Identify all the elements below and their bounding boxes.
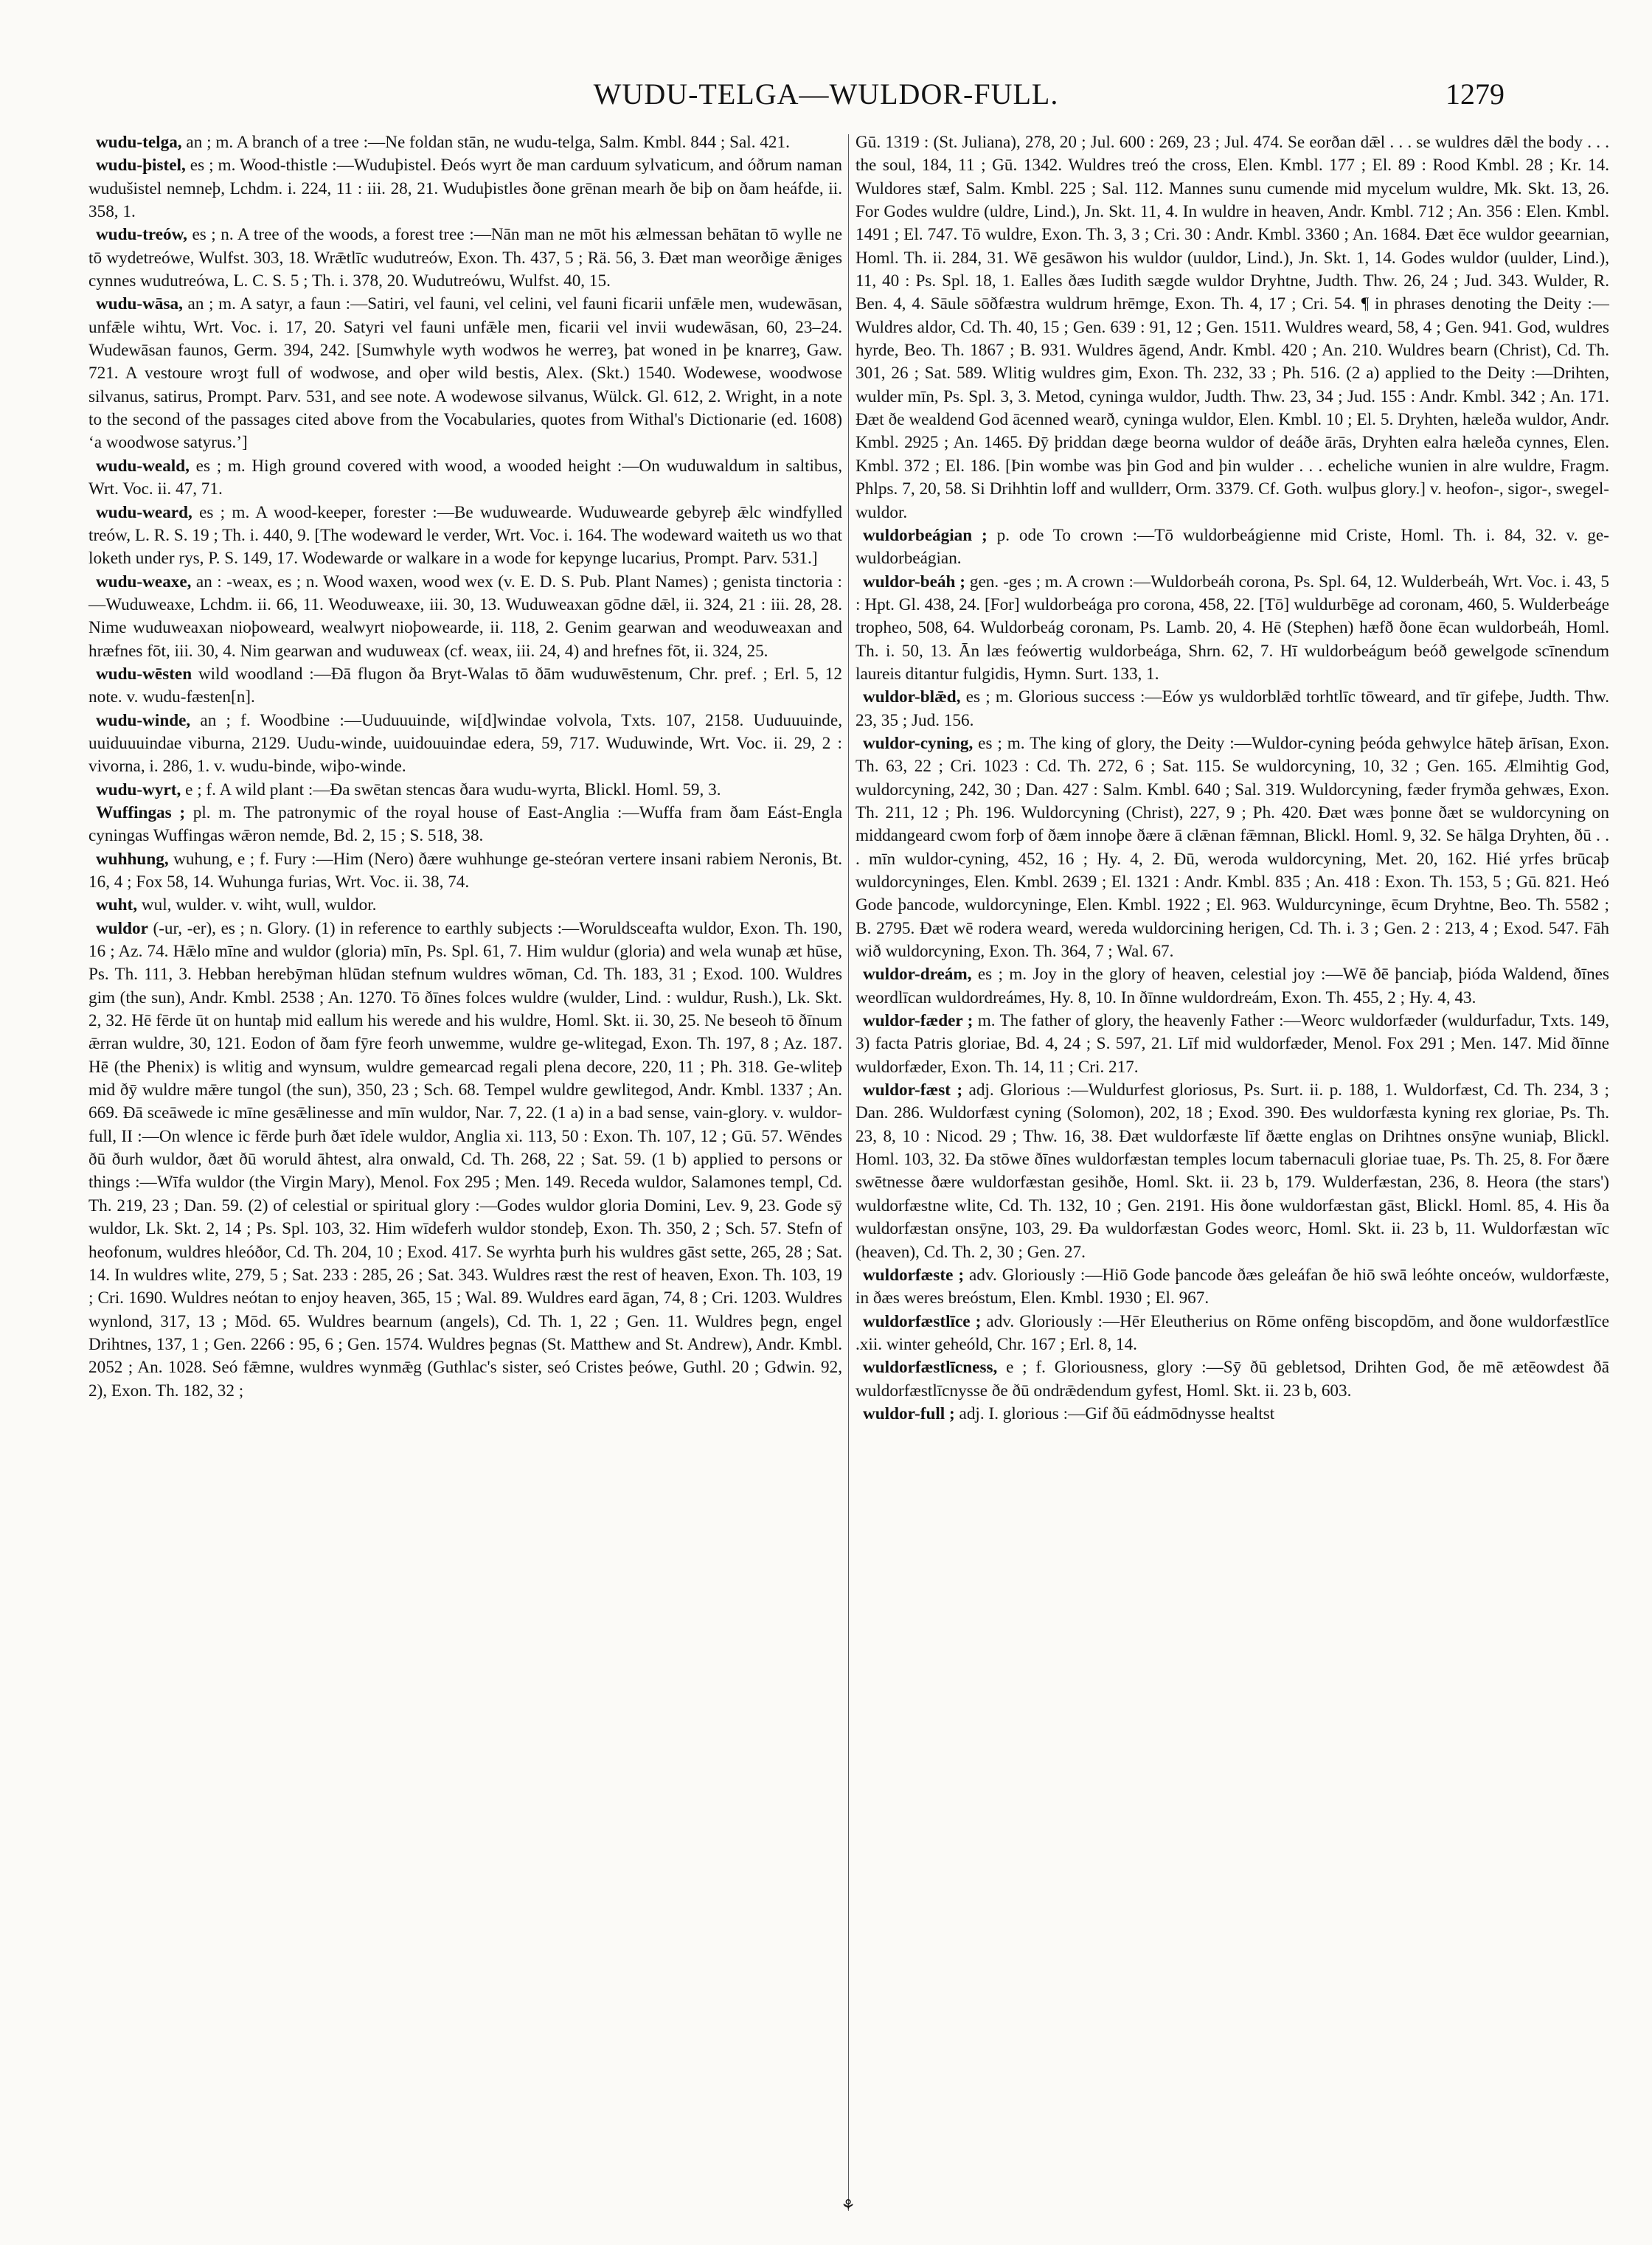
dictionary-entry — [856, 571, 1609, 687]
entry-definition: es ; m. Joy in the glory of heaven, celestial joy :—Wē ðē þanciaþ, þióda Waldend, ðīnes weordlīcan wuldordreámes, Hy. 8, 10. In ðīnne wuldordreám, Exon. Th. 455, 2 ; Hy. 4, 43. — [856, 965, 1609, 1007]
left-column — [88, 131, 842, 1403]
entry-definition: adj. I. glorious :—Gif ðū eádmōdnysse healtst — [954, 1403, 1275, 1423]
entry-definition: an ; m. A branch of a tree :—Ne foldan stān, ne wudu-telga, Salm. Kmbl. 844 ; Sal. 421. — [181, 133, 790, 152]
dictionary-entry — [88, 779, 842, 802]
entry-definition: adj. Glorious :—Wuldurfest gloriosus, Ps. Surt. ii. p. 188, 1. Wuldorfæst, Cd. Th. 234, 3 ; Dan. 286. Wuldorfæst cyning (Solomon), 202, 18 ; Exod. 390. Ðes wuldorfæsta kyning rex gloriae, Ps. Th. 23, 8, 10 : Nicod. 29 ; Thw. 16, 38. Ðæt wuldorfæste līf ðætte englas on Drihtnes onsȳne wuniaþ, Blickl. Homl. 103, 32. Ða stōwe ðīnes wuldorfæstan temples locum tabernaculi gloriae tuae, Ps. Th. 25, 8. For ðære swētnesse ðære wuldorfæstan gesihðe, Homl. Skt. ii. 23 b, 179. Wulderfæstan, 236, 8. Heora (the stars') wuldorfæstne wlite, Cd. Th. 132, 10 ; Gen. 2191. His ðone wuldorfæstan gāst, Blickl. Homl. 85, 4. His ða wuldorfæstan onsȳne, 103, 29. Ða wuldorfæstan Godes weorc, Homl. Skt. ii. 23 b, 11. Wuldorfæstan wīc (heaven), Cd. Th. 2, 30 ; Gen. 27. — [856, 1080, 1609, 1262]
entry-definition: an : -weax, es ; n. Wood waxen, wood wex (v. E. D. S. Pub. Plant Names) ; genista tinctoria :—Wuduweaxe, Lchdm. ii. 66, 11. Weoduweaxe, iii. 30, 13. Wuduweaxan gōdne dǣl, ii. 324, 21 : iii. 28, 28. Nime wuduweaxan nioþoweard, wealwyrt nioþoweardе, ii. 118, 2. Genim gearwan and weoduweaxan and hræfnes fōt, iii. 30, 4. Nim gearwan and wuduweax (cf. weax, iii. 24, 4) and hrefnes fōt, ii. 324, 25. — [88, 572, 842, 661]
dictionary-entry — [856, 1356, 1609, 1403]
entry-definition: m. The father of glory, the heavenly Father :—Weorc wuldorfæder (wuldurfadur, Txts. 149, 3) facta Patris gloriae, Bd. 4, 24 ; S. 597, 21. Līf mid wuldorfæder, Menol. Fox 291 ; Men. 147. Mid ðīnne wuldorfæder, Exon. Th. 14, 11 ; Cri. 217. — [856, 1011, 1609, 1077]
entry-headword: wuldorfæste ; — [863, 1265, 965, 1285]
dictionary-entry — [88, 502, 842, 571]
entry-headword: wudu-wēsten — [96, 664, 192, 684]
right-column — [856, 131, 1609, 1426]
dictionary-entry — [88, 571, 842, 663]
column-ornament: ⚘ — [841, 2196, 856, 2215]
entry-definition: wild woodland :—Ðā flugon ða Bryt-Walas tō ðām wuduwēstenum, Chr. pref. ; Erl. 5, 12 note. v. wudu-fæsten[n]. — [88, 664, 842, 707]
entry-headword: wuldor-cyning, — [863, 733, 974, 753]
entry-headword: wudu-weard, — [96, 502, 192, 522]
dictionary-entry — [856, 1079, 1609, 1264]
entry-headword: wuldorfæstlīce ; — [863, 1311, 982, 1331]
dictionary-entry — [856, 963, 1609, 1010]
entry-headword: wuldor-fæder ; — [863, 1011, 974, 1031]
entry-definition: Gū. 1319 : (St. Juliana), 278, 20 ; Jul. 600 : 269, 23 ; Jul. 474. Se eorðan dǣl . . . se wuldres dǣl the body . . . the soul, 184, 11 ; Gū. 1342. Wuldres treó the cross, Elen. Kmbl. 177 ; El. 89 : Rood Kmbl. 28 ; Kr. 14. Wuldores stæf, Salm. Kmbl. 225 ; Sal. 112. Mannes sunu cumende mid mycelum wuldre, Mk. Skt. 13, 26. For Godes wuldre (uldre, Lind.), Jn. Skt. 11, 4. In wuldre in heaven, Andr. Kmbl. 712 ; An. 356 : Elen. Kmbl. 1491 ; El. 747. Tō wuldre, Exon. Th. 3, 3 ; Cri. 30 : Andr. Kmbl. 3360 ; An. 1684. Ðæt ēce wuldor geearnian, Homl. Th. ii. 284, 31. Wē gesāwon his wuldor (uuldor, Lind.), Jn. Skt. 1, 14. Godes wuldor (uulder, Lind.), 11, 40 : Ps. Spl. 18, 1. Ealles ðæs Iudith sægde wuldor Dryhtne, Judth. Thw. 26, 24 ; Jud. 343. Wulder, R. Ben. 4, 4. Sāule sōðfæstra wuldrum hrēmge, Exon. Th. 4, 17 ; Cri. 54. ¶ in phrases denoting the Deity :—Wuldres aldor, Cd. Th. 40, 15 ; Gen. 639 : 91, 12 ; Gen. 1511. Wuldres weard, 58, 4 ; Gen. 941. God, wuldres hyrde, Beo. Th. 1867 ; B. 931. Wuldres āgend, Andr. Kmbl. 420 ; An. 210. Wuldres bearn (Christ), Cd. Th. 301, 26 ; Sat. 589. Wlitig wuldres gim, Exon. Th. 232, 33 ; Ph. 516. (2 a) applied to the Deity :—Drihten, wulder mīn, Ps. Spl. 3, 3. Metod, cyninga wuldor, Judth. Thw. 23, 34 ; Jud. 155 : Andr. Kmbl. 342 ; An. 171. Ðæt ðe wealdend God ācenned wearð, cyninga wuldor, Elen. Kmbl. 10 ; El. 5. Dryhten, hæleða wuldor, Andr. Kmbl. 2925 ; An. 1465. Ðȳ þriddan dæge beorna wuldor of deáðe ārās, Dryhten ealra hæleða cynnes, Elen. Kmbl. 372 ; El. 186. [Þin wombe was þin God and þin wulder . . . echeliche wunien in alre wuldre, Fragm. Phlps. 7, 20, 58. Si Drihhtin loff and wullderr, Orm. 3379. Cf. Goth. wulþus glory.] v. heofon-, sigor-, swegel-wuldor. — [856, 133, 1609, 522]
entry-headword: wudu-winde, — [96, 710, 191, 730]
entry-definition: es ; m. A wood-keeper, forester :—Be wuduwearde. Wuduwearde gebyreþ ǣlc windfylled treów, L. R. S. 19 ; Th. i. 440, 9. [The wodeward le verder, Wrt. Voc. i. 164. The wodeward waiteth us wo that loketh under rys, P. S. 149, 17. Wodewarde or walkare in a wode for kepynge lucarius, Prompt. Parv. 531.] — [88, 502, 842, 569]
entry-headword: wuldor-dreám, — [863, 965, 972, 985]
entry-definition: es ; n. A tree of the woods, a forest tree :—Nān man ne mōt his ælmessan behātan tō wylle ne tō wydetreówe, Wulfst. 303, 18. Wrǣtlīc wudutreów, Exon. Th. 437, 5 ; Rä. 56, 3. Ðæt man weorðige ǣniges cynnes wudutreówa, L. C. S. 5 ; Th. i. 378, 20. Wudutreówu, Wulfst. 40, 15. — [88, 225, 842, 291]
dictionary-entry — [88, 663, 842, 709]
entry-definition: es ; m. The king of glory, the Deity :—Wuldor-cyning þeóda gehwylce hāteþ ārīsan, Exon. Th. 63, 22 ; Cri. 1023 : Cd. Th. 272, 6 ; Sat. 115. Se wuldorcyning, 10, 32 ; Gen. 165. Ælmihtig God, wuldorcyning, 242, 30 ; Dan. 427 : Salm. Kmbl. 640 ; Sal. 319. Wuldorcyning, fæder frymða gehwæs, Exon. Th. 211, 12 ; Ph. 196. Wuldorcyning (Christ), 227, 9 ; Ph. 420. Ðæt wæs þonne ðæt se wuldorcyning on middangeard cwom forþ of ðæm innoþe ðære ā clǣnan fǣmnan, Blickl. Homl. 9, 32. Se hālga Dryhten, ðū . . . mīn wuldor-cyning, 452, 16 ; Hy. 4, 2. Ðū, weroda wuldorcyning, Met. 20, 162. Hié yrfes brūcaþ wuldorcyninges, Elen. Kmbl. 2639 ; El. 1321 : Andr. Kmbl. 835 ; An. 418 : Exon. Th. 153, 5 ; Gū. 821. Heó Gode þancode, wuldorcyninge, Elen. Kmbl. 1922 ; El. 963. Wuldurcyninge, ēcum Dryhtne, Beo. Th. 5582 ; B. 2795. Ðæt wē rodera weard, wereda wuldorcining herigen, Cd. Th. i. 3 ; Gen. 2 : 213, 4 ; Exod. 547. Fāh wið wuldorcyning, Exon. Th. 364, 7 ; Wal. 67. — [856, 733, 1609, 962]
entry-headword: wuhhung, — [96, 849, 169, 869]
entry-definition: an ; m. A satyr, a faun :—Satiri, vel fauni, vel celini, vel fauni ficarii unfǣle men, wudewāsan, unfǣle wihtu, Wrt. Voc. i. 17, 20. Satyri vel fauni unfǣle men, ficarii vel invii wudewāsan, 60, 23–24. Wudewāsan faunos, Germ. 394, 242. [Sumwhyle wyth wodwos he werreȝ, þat woned in þe knarreȝ, Gaw. 721. A vestoure wroȝt full of wodwose, and oþer wild bestis, Alex. (Skt.) 1540. Wodewese, woodwose silvanus, satirus, Prompt. Parv. 531, and see note. A wodewose silvanus, Wülck. Gl. 612, 2. Wright, in a note to the second of the passages cited above from the Vocabularies, quotes from Withal's Dictionarie (ed. 1608) ‘a woodwose satyrus.’] — [88, 294, 842, 453]
entry-definition: (-ur, -er), es ; n. Glory. (1) in reference to earthly subjects :—Woruldsceafta wuldor, Exon. Th. 190, 16 ; Az. 74. Hǣlo mīne and wuldor (gloria) mīn, Ps. Spl. 61, 7. Him wuldur (gloria) and wela wunaþ æt hūse, Ps. Th. 111, 3. Hebban herebȳman hlūdan stefnum wuldres wōman, Cd. Th. 183, 31 ; Exod. 100. Wuldres gim (the sun), Andr. Kmbl. 2538 ; An. 1270. Tō ðīnes folces wuldre (wulder, Lind. : wuldur, Rush.), Lk. Skt. 2, 32. Hē fērde ūt on huntaþ mid eallum his werede and his wuldre, Homl. Skt. ii. 30, 25. Ne beseoh tō ðīnum ǣrran wuldre, 30, 121. Eodon of ðam fȳre feorh unwemme, wuldre ge-wlitegad, Exon. Th. 197, 8 ; Az. 187. Hē (the Phenix) is wlitig and wynsum, wuldre gemearcad regali plena decore, 220, 11 ; Ph. 318. Ge-wliteþ mid ðȳ wuldre mǣre tungol (the sun), 350, 23 ; Sch. 68. Tempel wuldre gewlitegod, Andr. Kmbl. 1337 ; An. 669. Ðā sceāwede ic mīne gesǣlinesse and mīn wuldor, Nar. 7, 22. (1 a) in a bad sense, vain-glory. v. wuldor-full, II :—On wlence ic fērde þurh ðæt īdele wuldor, Anglia xi. 113, 50 : Exon. Th. 107, 12 ; Gū. 57. Wēndes ðū ðurh wuldor, ðæt ðū woruld āhtest, alra onwald, Cd. Th. 268, 22 ; Sat. 59. (1 b) applied to persons or things :—Wīfa wuldor (the Virgin Mary), Menol. Fox 295 ; Men. 149. Receda wuldor, Salamones templ, Cd. Th. 219, 23 ; Dan. 59. (2) of celestial or spiritual glory :—Godes wuldor gloria Domini, Lev. 9, 23. Gode sȳ wuldor, Lk. Skt. 2, 14 ; Ps. Spl. 103, 32. Him wīdeferh wuldor stondeþ, Exon. Th. 350, 2 ; Sch. 57. Stefn of heofonum, wuldres hleóðor, Cd. Th. 204, 10 ; Exod. 417. Se wyrhta þurh his wuldres gāst sette, 265, 28 ; Sat. 14. In wuldres wlite, 279, 5 ; Sat. 233 : 285, 26 ; Sat. 343. Wuldres ræst the rest of heaven, Exon. Th. 103, 19 ; Cri. 1690. Wuldres neótan to enjoy heaven, 365, 15 ; Wal. 89. Wuldres eard āgan, 74, 8 ; Cri. 1203. Wuldres wynlond, 317, 13 ; Mōd. 65. Wuldres bearnum (angels), Cd. Th. 1, 22 ; Gen. 11. Wuldres þegn, engel Drihtnes, 137, 1 ; Gen. 2266 : 95, 6 ; Gen. 1574. Wuldres þegnas (St. Matthew and St. Andrew), Andr. Kmbl. 2052 ; An. 1028. Seó fǣmne, wuldres wynmǣg (Guthlac's sister, seó Cristes þeówe, Guthl. 20 ; Gdwin. 92, 2), Exon. Th. 182, 32 ; — [88, 918, 842, 1401]
dictionary-entry — [856, 524, 1609, 571]
entry-definition: es ; m. High ground covered with wood, a wooded height :—On wuduwaldum in saltibus, Wrt. Voc. ii. 47, 71. — [88, 456, 842, 499]
entry-definition: pl. m. The patronymic of the royal house of East-Anglia :—Wuffa fram ðam Eást-Engla cyningas Wuffingas wǣron nemde, Bd. 2, 15 ; S. 518, 38. — [88, 802, 842, 846]
entry-definition: es ; m. Glorious success :—Eów ys wuldorblǣd torhtlīc tōweard, and tīr gifeþe, Judth. Thw. 23, 35 ; Jud. 156. — [856, 687, 1609, 730]
dictionary-entry — [88, 154, 842, 223]
dictionary-entry — [856, 1403, 1609, 1426]
entry-headword: Wuffingas ; — [96, 802, 186, 822]
entry-headword: wuldor-blǣd, — [863, 687, 961, 707]
dictionary-entry — [856, 732, 1609, 963]
dictionary-entry — [88, 131, 842, 154]
dictionary-entry — [88, 802, 842, 848]
dictionary-entry — [856, 1311, 1609, 1357]
page-header-title: WUDU-TELGA—WULDOR-FULL. — [593, 77, 1059, 111]
entry-headword: wuldorbeágian ; — [863, 525, 988, 545]
column-divider — [848, 134, 849, 2205]
entry-headword: wuldor-full ; — [863, 1403, 955, 1423]
entry-headword: wuldor-beáh ; — [863, 572, 966, 591]
entry-definition: adv. Gloriously :—Hēr Eleutherius on Rōme onfēng biscopdōm, and ðone wuldorfæstlīce .xii. winter geheóld, Chr. 167 ; Erl. 8, 14. — [856, 1311, 1609, 1354]
entry-definition: gen. -ges ; m. A crown :—Wuldorbeáh corona, Ps. Spl. 64, 12. Wulderbeáh, Wrt. Voc. i. 43, 5 : Hpt. Gl. 438, 24. [For] wuldorbeága pro corona, 458, 22. [Tō] wuldurbēge ad coronam, 460, 5. Wulderbeáge tropheo, 508, 64. Wuldorbeág coronam, Ps. Lamb. 20, 4. Hē (Stephen) hæfð ðone ēcan wuldorbeáh, Homl. Th. i. 50, 13. Ān læs feówertig wuldorbeága, Shrn. 62, 7. Hī wuldorbeágum beóð gewelgode scīnendum laureis ditantur fulgidis, Hymn. Surt. 133, 1. — [856, 572, 1609, 684]
entry-definition: e ; f. A wild plant :—Ða swētan stencas ðara wudu-wyrta, Blickl. Homl. 59, 3. — [181, 780, 721, 799]
entry-headword: wudu-weald, — [96, 456, 190, 476]
dictionary-entry — [88, 917, 842, 1403]
entry-headword: wudu-telga, — [96, 133, 182, 152]
entry-headword: wudu-treów, — [96, 225, 187, 245]
dictionary-entry — [88, 455, 842, 502]
entry-headword: wuht, — [96, 895, 138, 915]
entry-headword: wudu-weaxe, — [96, 572, 192, 591]
entry-headword: wuldor — [96, 918, 148, 938]
dictionary-entry — [856, 1264, 1609, 1311]
entry-definition: wuhung, e ; f. Fury :—Him (Nero) ðære wuhhunge ge-steóran vertere insani rabiem Neronis, Bt. 16, 4 ; Fox 58, 14. Wuhunga furias, Wrt. Voc. ii. 38, 74. — [88, 849, 842, 892]
dictionary-entry — [88, 293, 842, 454]
entry-definition: wul, wulder. v. wiht, wull, wuldor. — [137, 895, 377, 915]
entry-headword: wudu-wāsa, — [96, 294, 183, 314]
page-number: 1279 — [1446, 77, 1504, 111]
dictionary-entry — [88, 223, 842, 293]
dictionary-entry-continued — [856, 131, 1609, 524]
dictionary-entry — [88, 894, 842, 917]
entry-definition: adv. Gloriously :—Hiō Gode þancode ðæs geleáfan ðe hiō swā leóhte onceów, wuldorfæste, in ðæs weres breóstum, Elen. Kmbl. 1930 ; El. 967. — [856, 1265, 1609, 1308]
entry-definition: an ; f. Woodbine :—Uuduuuinde, wi[d]windae volvola, Txts. 107, 2158. Uuduuuinde, uuiduuuindae viburna, 2129. Uudu-winde, uuidouuindae edera, 59, 717. Wuduwinde, Wrt. Voc. ii. 29, 2 : vivorna, i. 286, 1. v. wudu-binde, wiþo-winde. — [88, 710, 842, 777]
entry-definition: p. ode To crown :—Tō wuldorbeágienne mid Criste, Homl. Th. i. 84, 32. v. ge-wuldorbeágian. — [856, 525, 1609, 569]
entry-headword: wudu-wyrt, — [96, 780, 181, 799]
entry-headword: wuldorfæstlīcness, — [863, 1358, 998, 1378]
entry-definition: e ; f. Gloriousness, glory :—Sȳ ðū gebletsod, Drihten God, ðe mē ætēowdest ðā wuldorfæstlīcnysse ðe ðū ondrǣdendum gyfest, Homl. Skt. ii. 23 b, 603. — [856, 1358, 1609, 1401]
entry-headword: wudu-þistel, — [96, 156, 186, 176]
entry-definition: es ; m. Wood-thistle :—Wuduþistel. Ðeós wyrt ðe man carduum sylvaticum, and óðrum naman wudušistel nemneþ, Lchdm. i. 224, 11 : iii. 28, 21. Wuduþistles ðone grēnan mearh ðe biþ on ðam heáfde, ii. 358, 1. — [88, 156, 842, 222]
dictionary-entry — [856, 1010, 1609, 1079]
dictionary-entry — [88, 848, 842, 895]
dictionary-entry — [88, 709, 842, 779]
dictionary-entry — [856, 686, 1609, 732]
entry-headword: wuldor-fæst ; — [863, 1080, 963, 1100]
